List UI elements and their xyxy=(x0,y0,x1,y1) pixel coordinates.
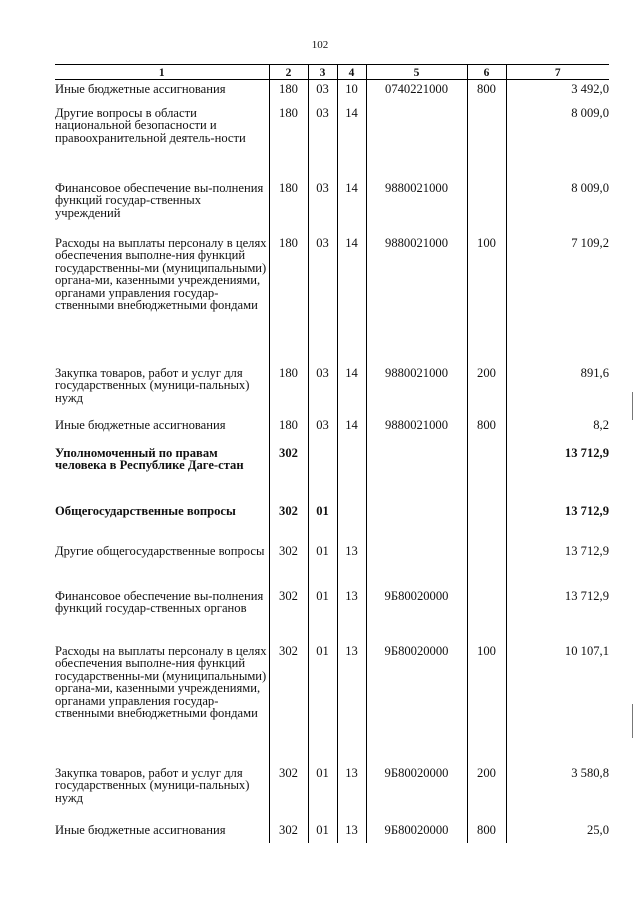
row-col-7: 3 580,8 xyxy=(506,761,609,819)
table-row xyxy=(55,361,609,413)
row-col-6: 200 xyxy=(467,361,506,413)
row-col-3: 01 xyxy=(308,499,337,539)
table-header-row xyxy=(55,65,609,80)
row-col-2: 180 xyxy=(269,231,308,361)
row-col-6: 800 xyxy=(467,819,506,843)
table-row xyxy=(55,101,609,176)
table-row xyxy=(55,499,609,539)
row-col-7: 13 712,9 xyxy=(506,499,609,539)
table-row xyxy=(55,80,609,101)
row-col-4 xyxy=(337,441,366,499)
row-col-2: 180 xyxy=(269,176,308,231)
table-row xyxy=(55,639,609,761)
page-number: 102 xyxy=(311,39,329,51)
header-col-4: 4 xyxy=(337,65,366,80)
table-row xyxy=(55,176,609,231)
header-col-1: 1 xyxy=(55,65,269,80)
row-col-5 xyxy=(366,499,467,539)
row-col-6 xyxy=(467,499,506,539)
row-col-4: 13 xyxy=(337,761,366,819)
row-col-3: 03 xyxy=(308,176,337,231)
row-name: Уполномоченный по правам человека в Республике Даге-стан xyxy=(55,445,244,472)
row-col-6: 100 xyxy=(467,231,506,361)
row-col-5 xyxy=(366,101,467,176)
table-row xyxy=(55,441,609,499)
row-col-6: 800 xyxy=(467,80,506,101)
row-col-6: 200 xyxy=(467,761,506,819)
row-col-4: 14 xyxy=(337,101,366,176)
row-col-3: 03 xyxy=(308,101,337,176)
row-col-4: 13 xyxy=(337,584,366,639)
row-col-3: 03 xyxy=(308,231,337,361)
row-col-2: 180 xyxy=(269,80,308,101)
row-col-7: 13 712,9 xyxy=(506,441,609,499)
row-col-4 xyxy=(337,499,366,539)
row-col-2: 302 xyxy=(269,761,308,819)
row-name: Финансовое обеспечение вы-полнения функций государ-ственных органов xyxy=(55,588,264,615)
table-row xyxy=(55,231,609,361)
row-col-2: 302 xyxy=(269,639,308,761)
row-col-5: 9Б80020000 xyxy=(366,584,467,639)
row-col-5 xyxy=(366,441,467,499)
row-col-5: 9880021000 xyxy=(366,361,467,413)
row-col-5: 9Б80020000 xyxy=(366,761,467,819)
row-col-7: 13 712,9 xyxy=(506,539,609,584)
row-name: Иные бюджетные ассигнования xyxy=(55,82,226,96)
row-col-5 xyxy=(366,539,467,584)
row-col-4: 14 xyxy=(337,176,366,231)
row-col-3: 01 xyxy=(308,639,337,761)
row-col-6 xyxy=(467,176,506,231)
row-name: Финансовое обеспечение вы-полнения функций государ-ственных учреждений xyxy=(55,180,264,220)
row-col-3: 01 xyxy=(308,539,337,584)
budget-table xyxy=(55,64,609,843)
row-col-4: 13 xyxy=(337,819,366,843)
row-col-7: 25,0 xyxy=(506,819,609,843)
row-col-4: 14 xyxy=(337,413,366,441)
row-col-2: 302 xyxy=(269,819,308,843)
row-col-2: 180 xyxy=(269,101,308,176)
row-name: Расходы на выплаты персоналу в целях обеспечения выполне-ния функций государственны-ми (муниципальными) органа-ми, казенными учреждениями, органами управления государ-ственными внебюджетными фондами xyxy=(55,643,267,720)
row-name: Иные бюджетные ассигнования xyxy=(55,417,226,432)
row-col-2: 302 xyxy=(269,539,308,584)
row-name: Другие вопросы в области национальной безопасности и правоохранительной деятель-ности xyxy=(55,105,246,145)
row-col-3 xyxy=(308,441,337,499)
row-name: Закупка товаров, работ и услуг для государственных (муници-пальных) нужд xyxy=(55,765,250,805)
row-col-3: 01 xyxy=(308,584,337,639)
row-col-5: 0740221000 xyxy=(366,80,467,101)
row-col-7: 7 109,2 xyxy=(506,231,609,361)
row-col-4: 14 xyxy=(337,361,366,413)
row-col-5: 9Б80020000 xyxy=(366,639,467,761)
row-col-5: 9880021000 xyxy=(366,413,467,441)
scan-edge-mark xyxy=(632,392,633,420)
row-col-7: 891,6 xyxy=(506,361,609,413)
row-col-6 xyxy=(467,101,506,176)
row-col-3: 03 xyxy=(308,80,337,101)
row-col-6 xyxy=(467,441,506,499)
row-col-2: 302 xyxy=(269,441,308,499)
row-col-2: 180 xyxy=(269,413,308,441)
row-col-3: 01 xyxy=(308,761,337,819)
row-col-4: 13 xyxy=(337,639,366,761)
row-name: Расходы на выплаты персоналу в целях обеспечения выполне-ния функций государственны-ми (муниципальными) органа-ми, казенными учреждениями, органами управления государ-ственными внебюджетными фондами xyxy=(55,235,267,312)
row-name: Иные бюджетные ассигнования xyxy=(55,822,226,837)
table-row xyxy=(55,761,609,819)
row-col-6: 100 xyxy=(467,639,506,761)
header-col-3: 3 xyxy=(308,65,337,80)
row-col-4: 13 xyxy=(337,539,366,584)
row-col-2: 180 xyxy=(269,361,308,413)
row-col-2: 302 xyxy=(269,584,308,639)
row-col-7: 3 492,0 xyxy=(506,80,609,101)
row-col-7: 8 009,0 xyxy=(506,101,609,176)
row-name: Закупка товаров, работ и услуг для государственных (муници-пальных) нужд xyxy=(55,365,250,405)
row-col-2: 302 xyxy=(269,499,308,539)
row-col-3: 03 xyxy=(308,361,337,413)
row-col-6 xyxy=(467,539,506,584)
row-col-7: 10 107,1 xyxy=(506,639,609,761)
table-row xyxy=(55,584,609,639)
row-col-7: 8 009,0 xyxy=(506,176,609,231)
table-row xyxy=(55,819,609,843)
header-col-2: 2 xyxy=(269,65,308,80)
row-name: Другие общегосударственные вопросы xyxy=(55,543,265,558)
row-col-6: 800 xyxy=(467,413,506,441)
row-col-5: 9Б80020000 xyxy=(366,819,467,843)
row-col-3: 03 xyxy=(308,413,337,441)
table-row xyxy=(55,539,609,584)
header-col-6: 6 xyxy=(467,65,506,80)
row-col-7: 8,2 xyxy=(506,413,609,441)
row-name: Общегосударственные вопросы xyxy=(55,503,236,518)
row-col-6 xyxy=(467,584,506,639)
row-col-7: 13 712,9 xyxy=(506,584,609,639)
table-row xyxy=(55,413,609,441)
row-col-5: 9880021000 xyxy=(366,176,467,231)
row-col-5: 9880021000 xyxy=(366,231,467,361)
row-col-4: 14 xyxy=(337,231,366,361)
scan-edge-mark xyxy=(632,704,633,738)
header-col-7: 7 xyxy=(506,65,609,80)
row-col-4: 10 xyxy=(337,80,366,101)
row-col-3: 01 xyxy=(308,819,337,843)
header-col-5: 5 xyxy=(366,65,467,80)
